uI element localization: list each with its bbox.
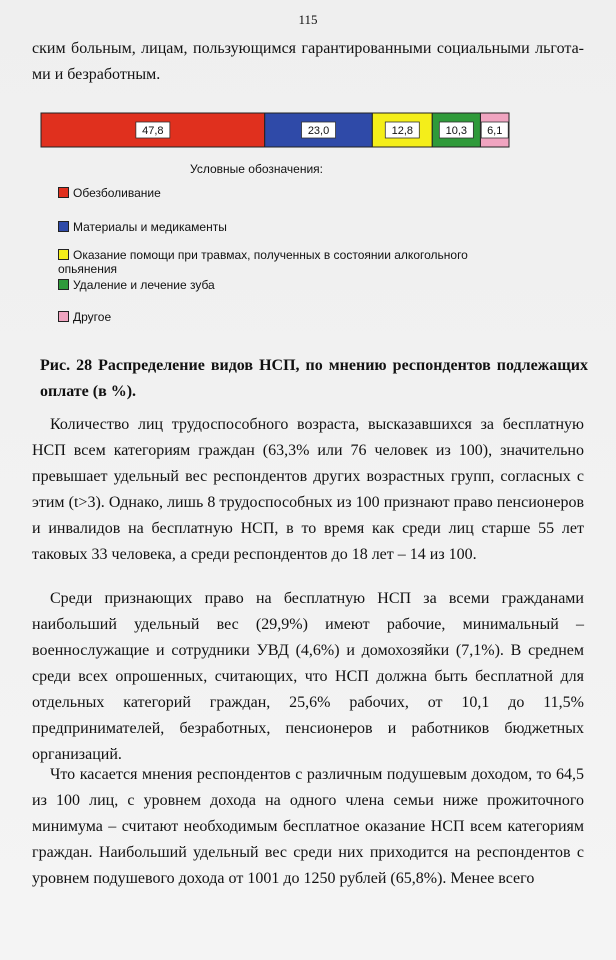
legend-item-materials — [58, 220, 498, 234]
legend-swatch — [58, 311, 69, 322]
data-label: 6,1 — [487, 125, 503, 137]
stacked-bar-chart — [40, 112, 510, 148]
body-paragraph-2: Среди признающих право на бесплатную НСП за всеми гражданами наибольший удельный вес (29,9%) имеют рабочие, минимальный – военнослужащие и сотрудники УВД (4,6%) и домохозяйки (7,1%). В среднем среди всех опрошенных, считающих, что НСП должна быть бесплатной для отдельных категорий граждан, 25,6% рабочих, от 10,1 до 11,5% предпринимателей, безработных, пенсионеров и работников бюджетных организаций. — [32, 590, 584, 763]
data-label: 47,8 — [142, 125, 164, 137]
legend-label: Обезболивание — [73, 186, 161, 200]
legend-swatch — [58, 187, 69, 198]
body-paragraph-1: Количество лиц трудоспособного возраста, высказавшихся за бесплатную НСП всем категориям граждан (63,3% или 76 человек из 100), значительно превышает удельный вес респондентов других возрастных групп, согласных с этим (t>3). Однако, лишь 8 трудоспособных из 100 признают право пенсионеров и инвалидов на бесплатную НСП, в то время как среди лиц старше 55 лет таковых 33 человека, а среди респондентов до 18 лет – 14 из 100. — [32, 416, 584, 563]
legend-label: Другое — [73, 310, 112, 324]
data-label: 23,0 — [307, 125, 330, 137]
figure-caption — [40, 353, 588, 405]
legend-label: Оказание помощи при травмах, полученных в состоянии алкогольного опьянения — [58, 248, 468, 276]
legend-item-pain-relief — [58, 186, 498, 200]
legend-swatch — [58, 279, 69, 290]
body-paragraph-3: Что касается мнения респондентов с различным подушевым доходом, то 64,5 из 100 лиц, с уровнем дохода на одного члена семьи ниже прожиточного минимума – считают необходимым бесплатное оказание НСП всем категориям граждан. Наибольший удельный вес среди них приходится на респондентов с уровнем подушевого дохода от 1001 до 1250 рублей (65,8%). Менее всего — [32, 766, 584, 887]
legend-item-tooth — [58, 278, 498, 292]
legend-item-trauma-help — [58, 248, 498, 276]
legend-title: Условные обозначения: — [190, 162, 323, 176]
legend-swatch — [58, 249, 69, 260]
legend-swatch — [58, 221, 69, 232]
page-number: 115 — [298, 12, 318, 27]
figure-label: Рис. 28 — [40, 357, 93, 374]
legend-label: Материалы и медикаменты — [73, 220, 227, 234]
data-label: 10,3 — [445, 125, 468, 137]
figure-caption-text: Распределение видов НСП, по мнению респондентов подлежащих оплате (в %). — [40, 357, 589, 400]
legend-label: Удаление и лечение зуба — [73, 278, 215, 292]
intro-paragraph: ским больным, лицам, пользующимся гарантированными социальными льгота-ми и безработным. — [32, 40, 584, 83]
data-label: 12,8 — [391, 125, 414, 137]
legend-item-other — [58, 310, 498, 324]
chart-svg — [40, 112, 510, 148]
